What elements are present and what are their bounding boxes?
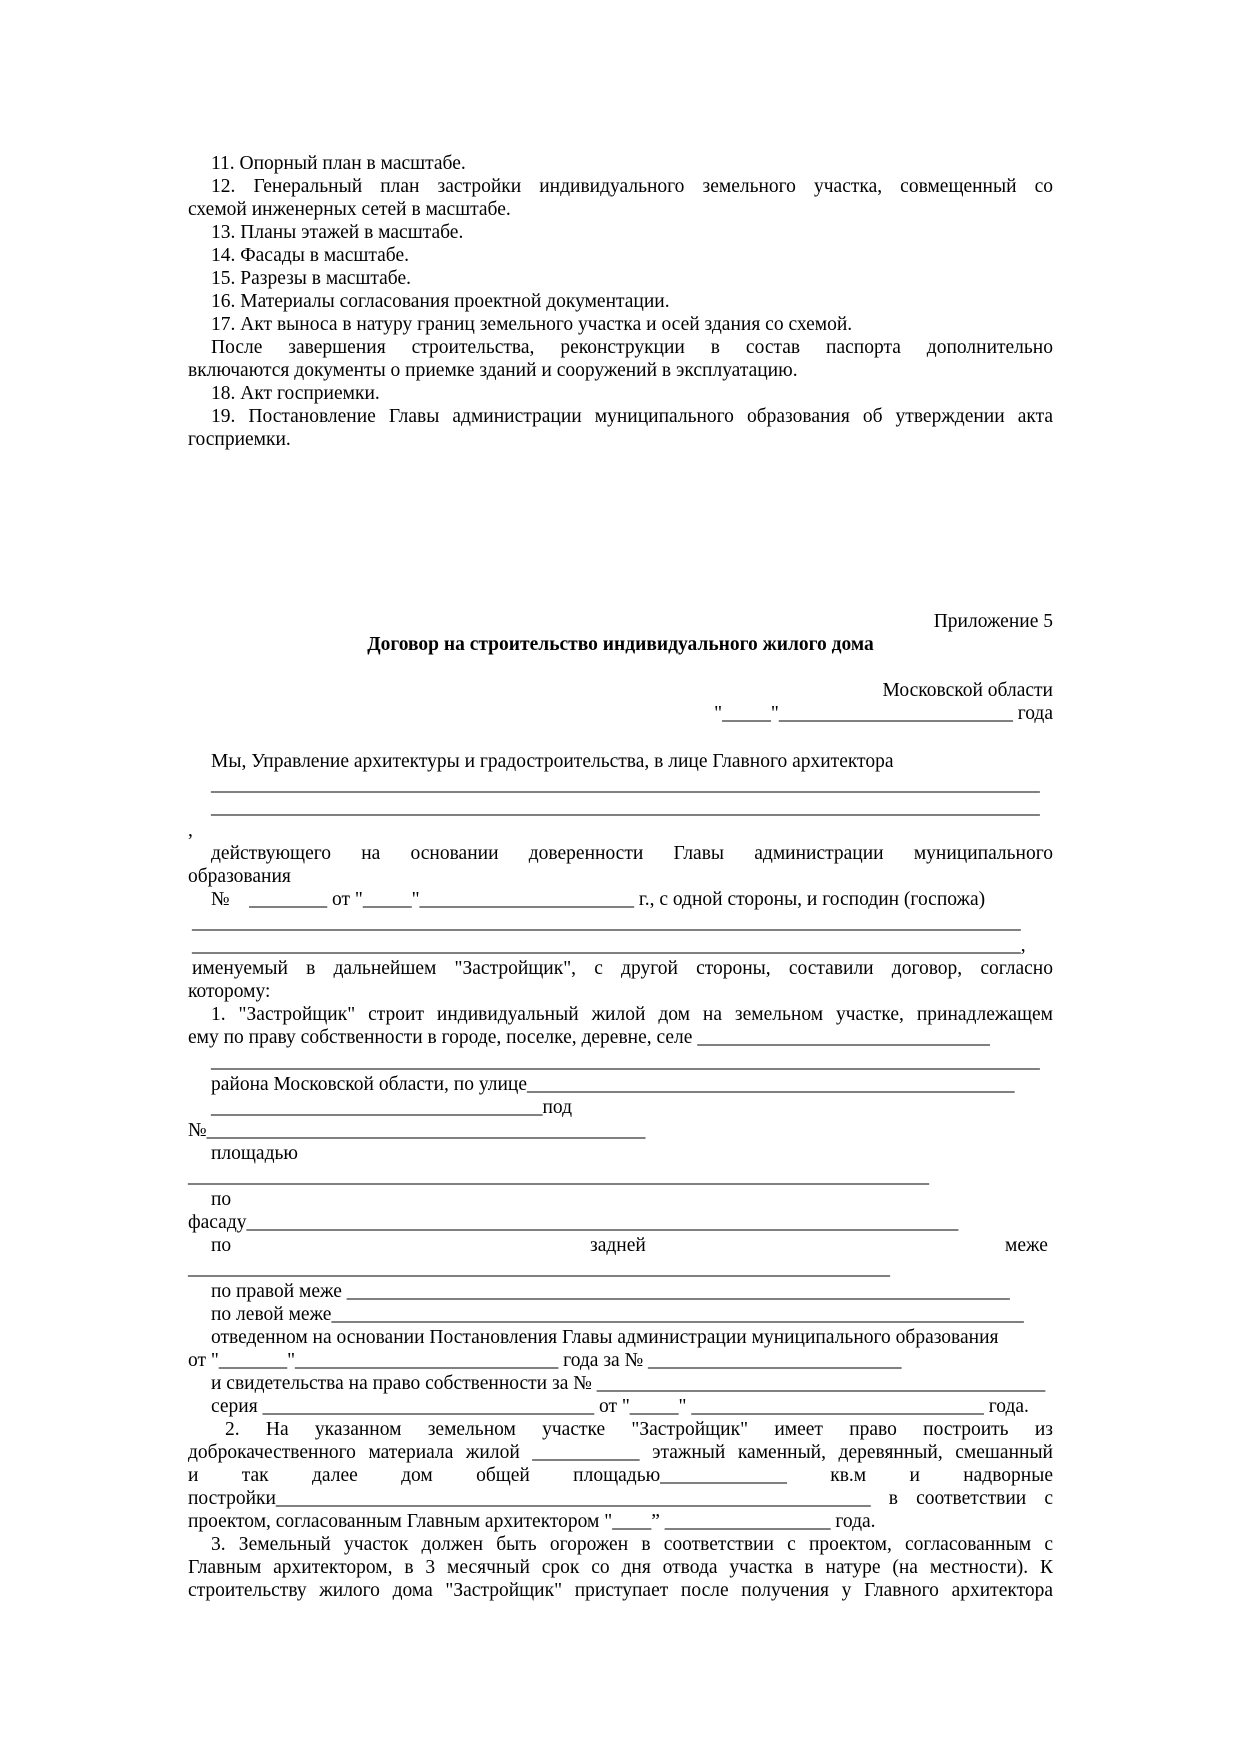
list-item-11: 11. Опорный план в масштабе. [211, 153, 466, 174]
list-item-19: 19. Постановление Главы администрации муниципального образования об утверждении акта [211, 406, 1053, 427]
clause-2-cont-4: проектом, согласованным Главным архитектором "____” _________________ года. [188, 1511, 876, 1532]
rear-boundary-word-po: по [211, 1235, 232, 1256]
clause-2-cont-3: постройки_____________________________________________________________ в соответствии с [188, 1488, 1053, 1509]
list-item-14: 14. Фасады в масштабе. [211, 245, 409, 266]
contract-title: Договор на строительство индивидуального жилого дома [367, 634, 874, 655]
after-construction-paragraph: После завершения строительства, реконструкции в состав паспорта дополнительно [211, 337, 1053, 358]
architect-name-blank-1: _____________________________________________________________________________________ [211, 774, 1040, 795]
rear-boundary-blank: ________________________________________________________________________ [188, 1258, 890, 1279]
appendix-label: Приложение 5 [933, 611, 1053, 632]
list-item-16: 16. Материалы согласования проектной документации. [211, 291, 670, 312]
clause-1-cont: ему по праву собственности в городе, поселке, деревне, селе ______________________________ [188, 1027, 990, 1048]
certificate-series-line: серия __________________________________ от "_____" ______________________________ года. [211, 1396, 1029, 1417]
facade-line: фасаду_________________________________________________________________________ [188, 1212, 959, 1233]
area-label: площадью [211, 1143, 298, 1164]
street-line: района Московской области, по улице__________________________________________________ [211, 1074, 1015, 1095]
after-construction-paragraph-cont: включаются документы о приемке зданий и сооружений в эксплуатацию. [188, 360, 798, 381]
list-item-13: 13. Планы этажей в масштабе. [211, 222, 464, 243]
acting-basis-line: действующего на основании доверенности Главы администрации муниципального [211, 843, 1053, 864]
locality-blank: _____________________________________________________________________________________ [211, 1051, 1040, 1072]
list-item-19-cont: госприемки. [188, 429, 291, 450]
developer-designation: именуемый в дальнейшем "Застройщик", с другой стороны, составили договор, согласно [192, 958, 1053, 979]
clause-2-cont-2: и так далее дом общей площадью_____________ кв.м и надворные [188, 1465, 1053, 1486]
clause-2: 2. На указанном земельном участке "Застройщик" имеет право построить из [225, 1419, 1053, 1440]
architect-name-blank-2: _____________________________________________________________________________________ [211, 797, 1040, 818]
right-boundary-line: по правой меже ____________________________________________________________________ [211, 1281, 1010, 1302]
comma: , [188, 820, 193, 841]
rear-boundary-word-rear: задней [590, 1235, 646, 1256]
clause-1: 1. "Застройщик" строит индивидуальный жилой дом на земельном участке, принадлежащем [211, 1004, 1053, 1025]
list-item-17: 17. Акт выноса в натуру границ земельного участка и осей здания со схемой. [211, 314, 853, 335]
date-line: "_____"________________________ года [714, 703, 1053, 724]
list-item-12-cont: схемой инженерных сетей в масштабе. [188, 199, 511, 220]
developer-name-blank-1: _____________________________________________________________________________________ [192, 912, 1021, 933]
left-boundary-line: по левой меже_______________________________________________________________________ [211, 1304, 1024, 1325]
clause-3-cont-1: Главным архитектором, в 3 месячный срок со дня отвода участка в натуре (на местности). К [188, 1557, 1053, 1578]
list-item-15: 15. Разрезы в масштабе. [211, 268, 411, 289]
house-under-line: __________________________________под [211, 1097, 573, 1118]
developer-name-blank-2: _____________________________________________________________________________________, [192, 935, 1026, 956]
resolution-date-line: от "_______"___________________________ года за № __________________________ [188, 1350, 902, 1371]
acting-basis-cont: образования [188, 866, 291, 887]
list-item-12: 12. Генеральный план застройки индивидуального земельного участка, совмещенный со [211, 176, 1053, 197]
region-line: Московской области [882, 680, 1053, 701]
power-of-attorney-line: № ________ от "_____"______________________ г., с одной стороны, и господин (госпожа) [211, 889, 986, 910]
clause-3: 3. Земельный участок должен быть огорожен в соответствии с проектом, согласованным с [211, 1534, 1053, 1555]
clause-3-cont-2: строительству жилого дома "Застройщик" приступает после получения у Главного архитектора [188, 1580, 1053, 1601]
ownership-certificate-line: и свидетельства на право собственности за № ______________________________________________ [211, 1373, 1046, 1394]
number-line: №_____________________________________________ [188, 1120, 646, 1141]
contract-intro: Мы, Управление архитектуры и градостроительства, в лице Главного архитектора [211, 751, 894, 772]
clause-2-cont-1: доброкачественного материала жилой ___________ этажный каменный, деревянный, смешанный [188, 1442, 1053, 1463]
area-blank: ____________________________________________________________________________ [188, 1166, 929, 1187]
facade-label: по [211, 1189, 232, 1210]
list-item-18: 18. Акт госприемки. [211, 383, 380, 404]
allotment-basis-line: отведенном на основании Постановления Главы администрации муниципального образования [211, 1327, 999, 1348]
rear-boundary-word-boundary: меже [1005, 1235, 1048, 1256]
developer-designation-cont: которому: [188, 981, 271, 1002]
